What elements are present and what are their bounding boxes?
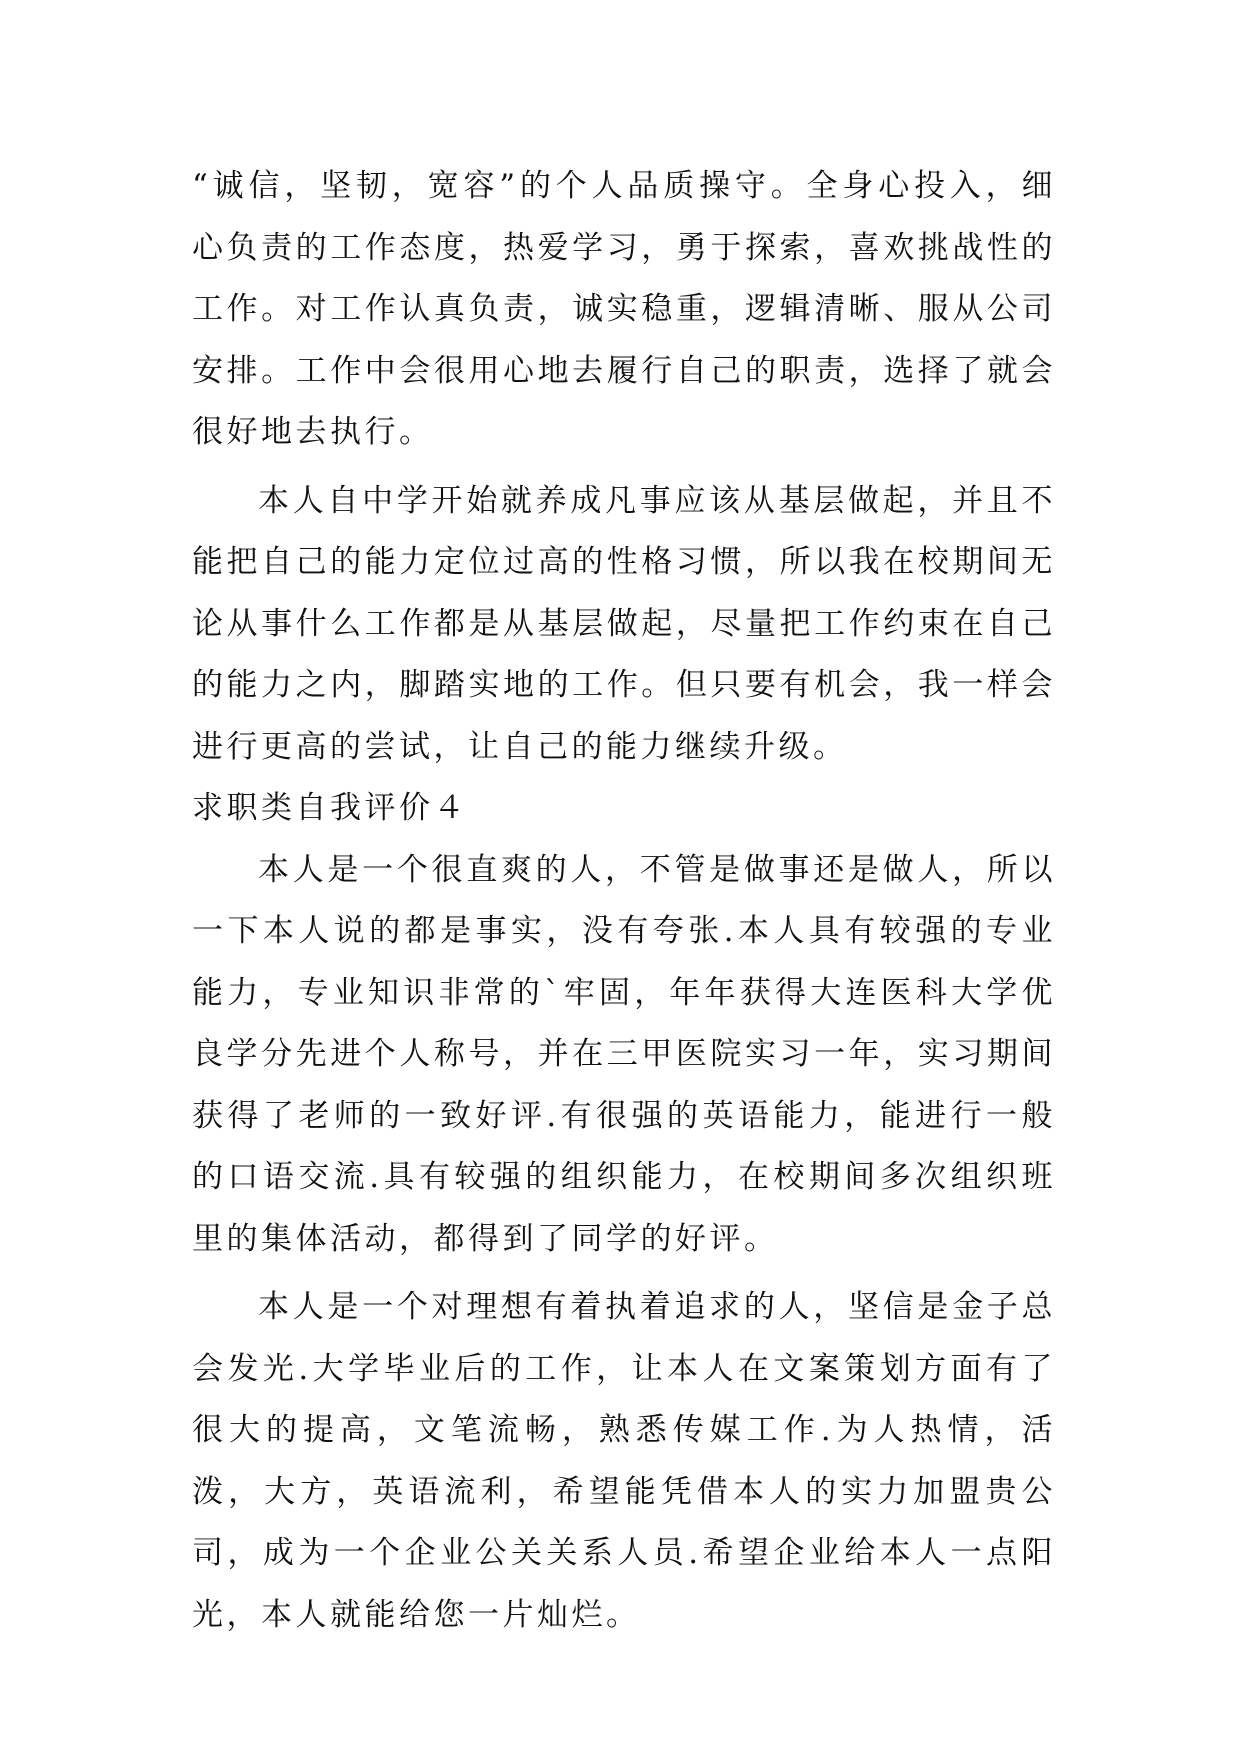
paragraph-professional-ability: 本人是一个很直爽的人，不管是做事还是做人，所以一下本人说的都是事实，没有夸张.本人具有较强的专业能力，专业知识非常的`牢固，年年获得大连医科大学优良学分先进个人称号，并在三甲医院实习一年，实习期间获得了老师的一致好评.有很强的英语能力，能进行一般的口语交流.具有较强的组织能力，在校期间多次组织班里的集体活动，都得到了同学的好评。 xyxy=(192,851,1056,1257)
section-heading: 求职类自我评价４ xyxy=(192,790,468,826)
paragraph-work-attitude: 本人自中学开始就养成凡事应该从基层做起，并且不能把自己的能力定位过高的性格习惯，所以我在校期间无论从事什么工作都是从基层做起，尽量把工作约束在自己的能力之内，脚踏实地的工作。但只要有机会，我一样会进行更高的尝试，让自己的能力继续升级。 xyxy=(192,482,1056,765)
paragraph-gap xyxy=(192,1270,1056,1277)
paragraph-career-goal: 本人是一个对理想有着执着追求的人，坚信是金子总会发光.大学毕业后的工作，让本人在文案策划方面有了很大的提高，文笔流畅，熟悉传媒工作.为人热情，活泼，大方，英语流利，希望能凭借本人的实力加盟贵公司，成为一个企业公关关系人员.希望企业给本人一点阳光，本人就能给您一片灿烂。 xyxy=(192,1289,1056,1633)
paragraph-personal-qualities: “诚信，坚韧，宽容”的个人品质操守。全身心投入，细心负责的工作态度，热爱学习，勇于探索，喜欢挑战性的工作。对工作认真负责，诚实稳重，逻辑清晰、服从公司安排。工作中会很用心地去履行自己的职责，选择了就会很好地去执行。 xyxy=(192,168,1056,450)
document-body xyxy=(192,156,1056,1646)
paragraph-gap xyxy=(192,464,1056,471)
